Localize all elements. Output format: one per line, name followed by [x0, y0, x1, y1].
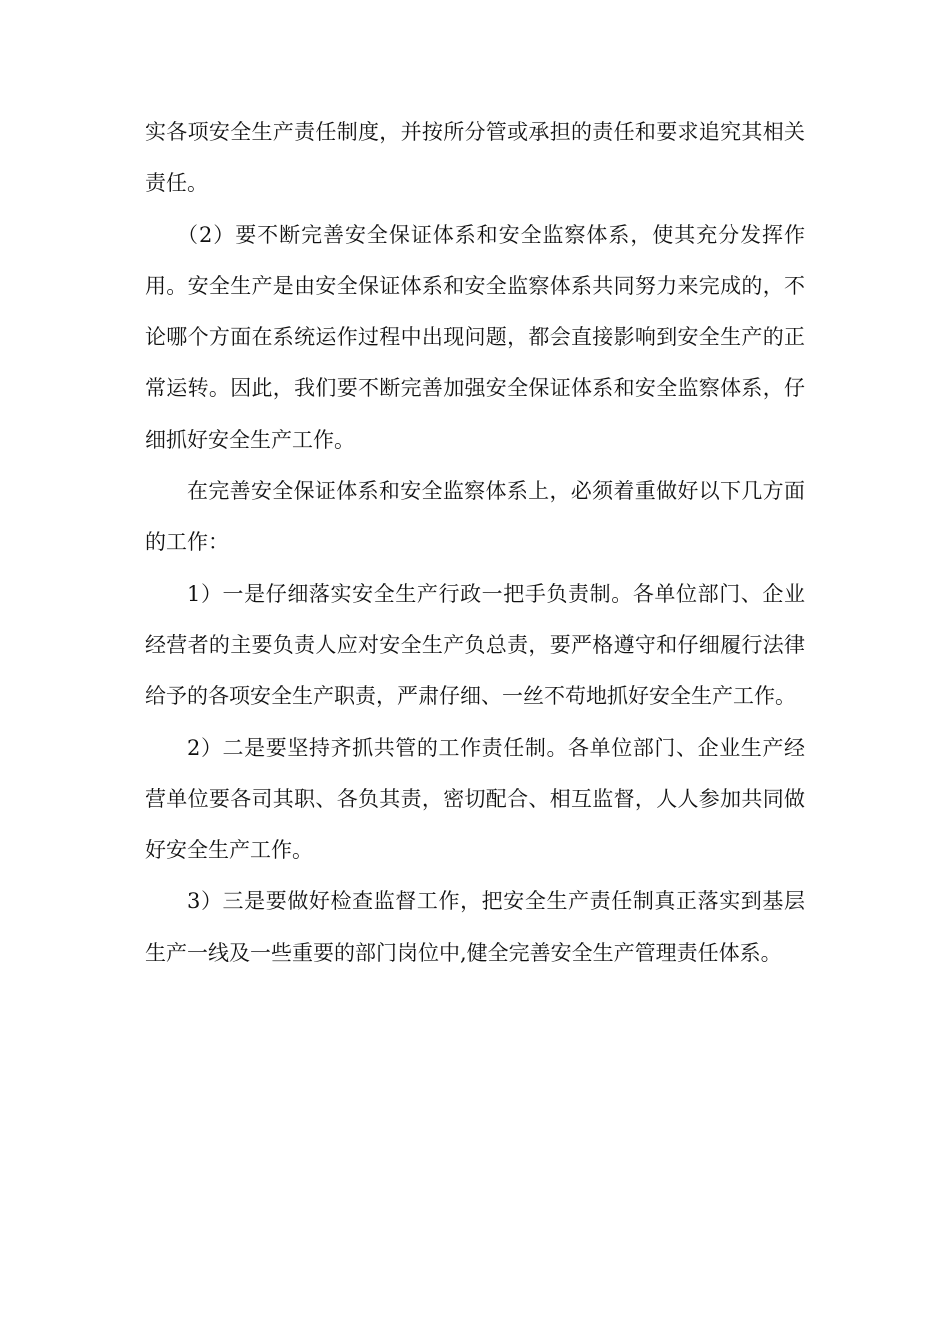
paragraph-intro-list: 在完善安全保证体系和安全监察体系上，必须着重做好以下几方面的工作： [145, 479, 805, 555]
paragraph-continuation: 实各项安全生产责任制度，并按所分管或承担的责任和要求追究其相关责任。 [145, 120, 805, 196]
paragraph-item-1: 1）一是仔细落实安全生产行政一把手负责制。各单位部门、企业经营者的主要负责人应对安全生产负总责，要严格遵守和仔细履行法律给予的各项安全生产职责，严肃仔细、一丝不苟地抓好安全生产工作。 [145, 581, 805, 709]
paragraph-item-3: 3）三是要做好检查监督工作，把安全生产责任制真正落实到基层生产一线及一些重要的部门岗位中,健全完善安全生产管理责任体系。 [145, 889, 805, 965]
document-body [145, 107, 805, 979]
paragraph-point-2: （2）要不断完善安全保证体系和安全监察体系，使其充分发挥作用。安全生产是由安全保证体系和安全监察体系共同努力来完成的，不论哪个方面在系统运作过程中出现问题，都会直接影响到安全生产的正常运转。因此，我们要不断完善加强安全保证体系和安全监察体系，仔细抓好安全生产工作。 [145, 222, 805, 452]
paragraph-item-2: 2）二是要坚持齐抓共管的工作责任制。各单位部门、企业生产经营单位要各司其职、各负其责，密切配合、相互监督，人人参加共同做好安全生产工作。 [145, 735, 805, 863]
